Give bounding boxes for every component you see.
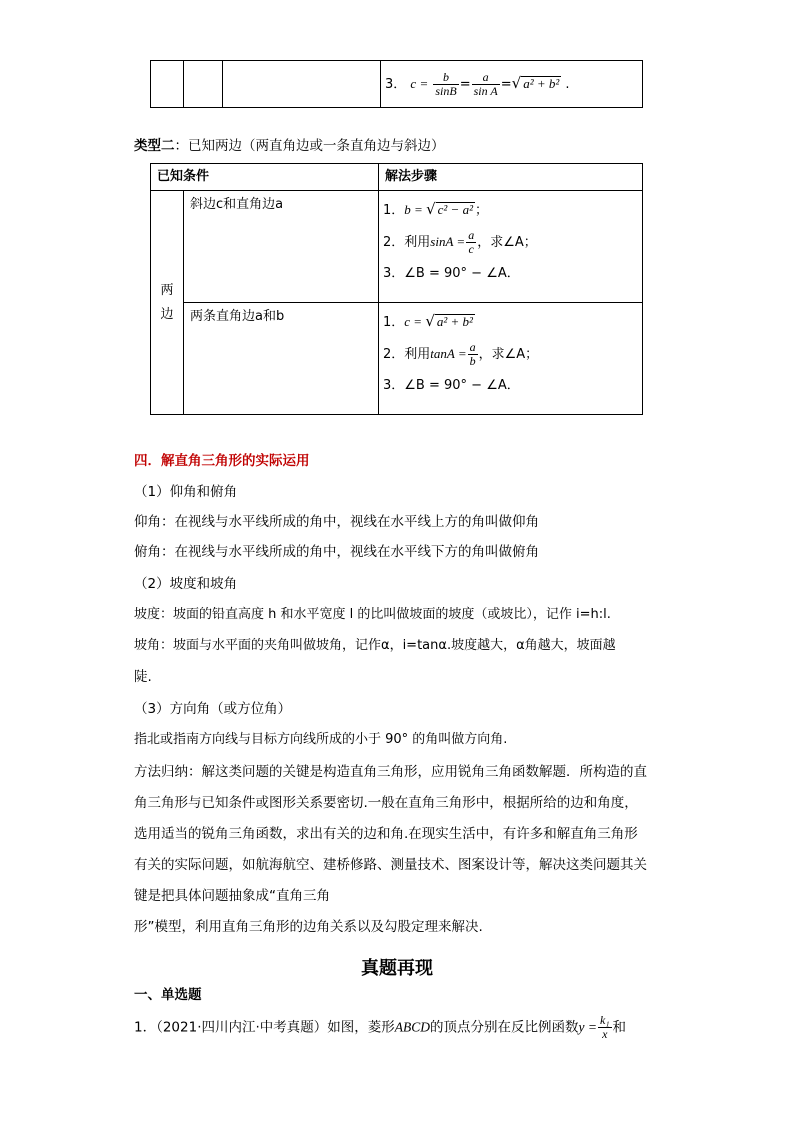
section4-p11: 角三角形与已知条件或图形关系要密切.一般在直角三角形中，根据所给的边和角度， <box>134 795 638 811</box>
top-table-cell-3 <box>223 61 381 108</box>
top-table-cell-4: 3． c = $\frac{b}{\sin B}$ = $\frac{a}{\text{sin A}}$ =√ a² + b² . <box>381 61 643 108</box>
top-table-cell-2 <box>184 61 223 108</box>
section4-p13: 有关的实际问题，如航海航空、建桥修路、测量技术、图案设计等，解决这类问题其关 <box>134 857 647 873</box>
type2-header-cond: 已知条件 <box>151 164 379 191</box>
section4-title: 四．解直角三角形的实际运用 <box>134 453 310 469</box>
type2-case1-steps <box>379 191 643 303</box>
type2-heading-rest: ：已知两边（两直角边或一条直角边与斜边） <box>174 138 445 154</box>
review-subtitle: 一、单选题 <box>134 987 202 1003</box>
type2-case2-cond: 两条直角边a和b <box>184 303 379 415</box>
question-1: 1．（2021·四川内江·中考真题）如图，菱形ABCD的顶点分别在反比例函数y = $\frac{\text{k₁}}{x}$ 和 <box>134 1013 627 1041</box>
section4-p2: 仰角：在视线与水平线所成的角中，视线在水平线上方的角叫做仰角 <box>134 514 539 530</box>
section4-p6: 坡角：坡面与水平面的夹角叫做坡角，记作α，i=tanα.坡度越大，α角越大，坡面越 <box>134 638 616 653</box>
section4-p1: （1）仰角和俯角 <box>134 484 238 500</box>
review-title <box>0 954 794 980</box>
top-c-eq: c = <box>410 75 429 91</box>
case2-step2: 2．利用tanA = $\frac{a}{b}$ ，求∠A； <box>383 340 539 368</box>
top-step-label: 3． <box>385 76 407 92</box>
section4-p5: 坡度：坡面的铅直高度 h 和水平宽度 l 的比叫做坡面的坡度（或坡比），记作 i=h:l. <box>134 607 611 622</box>
case1-step1: 1．b = √ c² − a² ； <box>383 200 488 218</box>
top-frac-b-sinb: $\frac{b}{\sin B}$ <box>435 69 457 98</box>
section4-p12: 选用适当的锐角三角函数，求出有关的边和角.在现实生活中，有许多和解直角三角形 <box>134 826 638 842</box>
section4-p9: 指北或指南方向线与目标方向线所成的小于 90° 的角叫做方向角. <box>134 732 508 747</box>
section4-p8: （3）方向角（或方位角） <box>134 701 292 717</box>
section4-p7: 陡. <box>134 669 152 685</box>
top-table-cell-1 <box>151 61 184 108</box>
type2-case1-cond: 斜边c和直角边a <box>184 191 379 303</box>
top-frac-a-sina: $\frac{a}{\text{sin A}}$ <box>473 69 498 98</box>
section4-p15: 形”模型，利用直角三角形的边角关系以及勾股定理来解决. <box>134 919 483 935</box>
type2-side-label: 两 边 <box>151 191 184 415</box>
type2-case2-steps <box>379 303 643 415</box>
case1-step2: 2．利用sinA = $\frac{a}{c}$ ，求∠A； <box>383 228 537 256</box>
review-title-text: 真题再现 <box>361 958 433 979</box>
case2-step3: 3．∠B = 90° − ∠A． <box>383 378 520 393</box>
top-end: . <box>565 76 570 92</box>
case1-step3: 3．∠B = 90° − ∠A． <box>383 266 520 281</box>
type2-heading-bold: 类型二 <box>134 138 175 154</box>
type2-header-steps: 解法步骤 <box>379 164 643 191</box>
type2-table <box>150 163 643 415</box>
type2-heading <box>134 138 445 154</box>
section4-p4: （2）坡度和坡角 <box>134 576 238 592</box>
top-table <box>150 60 643 108</box>
top-sqrt: a² + b² <box>523 75 560 91</box>
section4-p14: 键是把具体问题抽象成“直角三角 <box>134 888 330 904</box>
section4-p10: 方法归纳：解这类问题的关键是构造直角三角形，应用锐角三角函数解题．所构造的直 <box>134 764 647 780</box>
section4-p3: 俯角：在视线与水平线所成的角中，视线在水平线下方的角叫做俯角 <box>134 544 539 560</box>
case2-step1: 1．c = √ a² + b² <box>383 312 473 330</box>
